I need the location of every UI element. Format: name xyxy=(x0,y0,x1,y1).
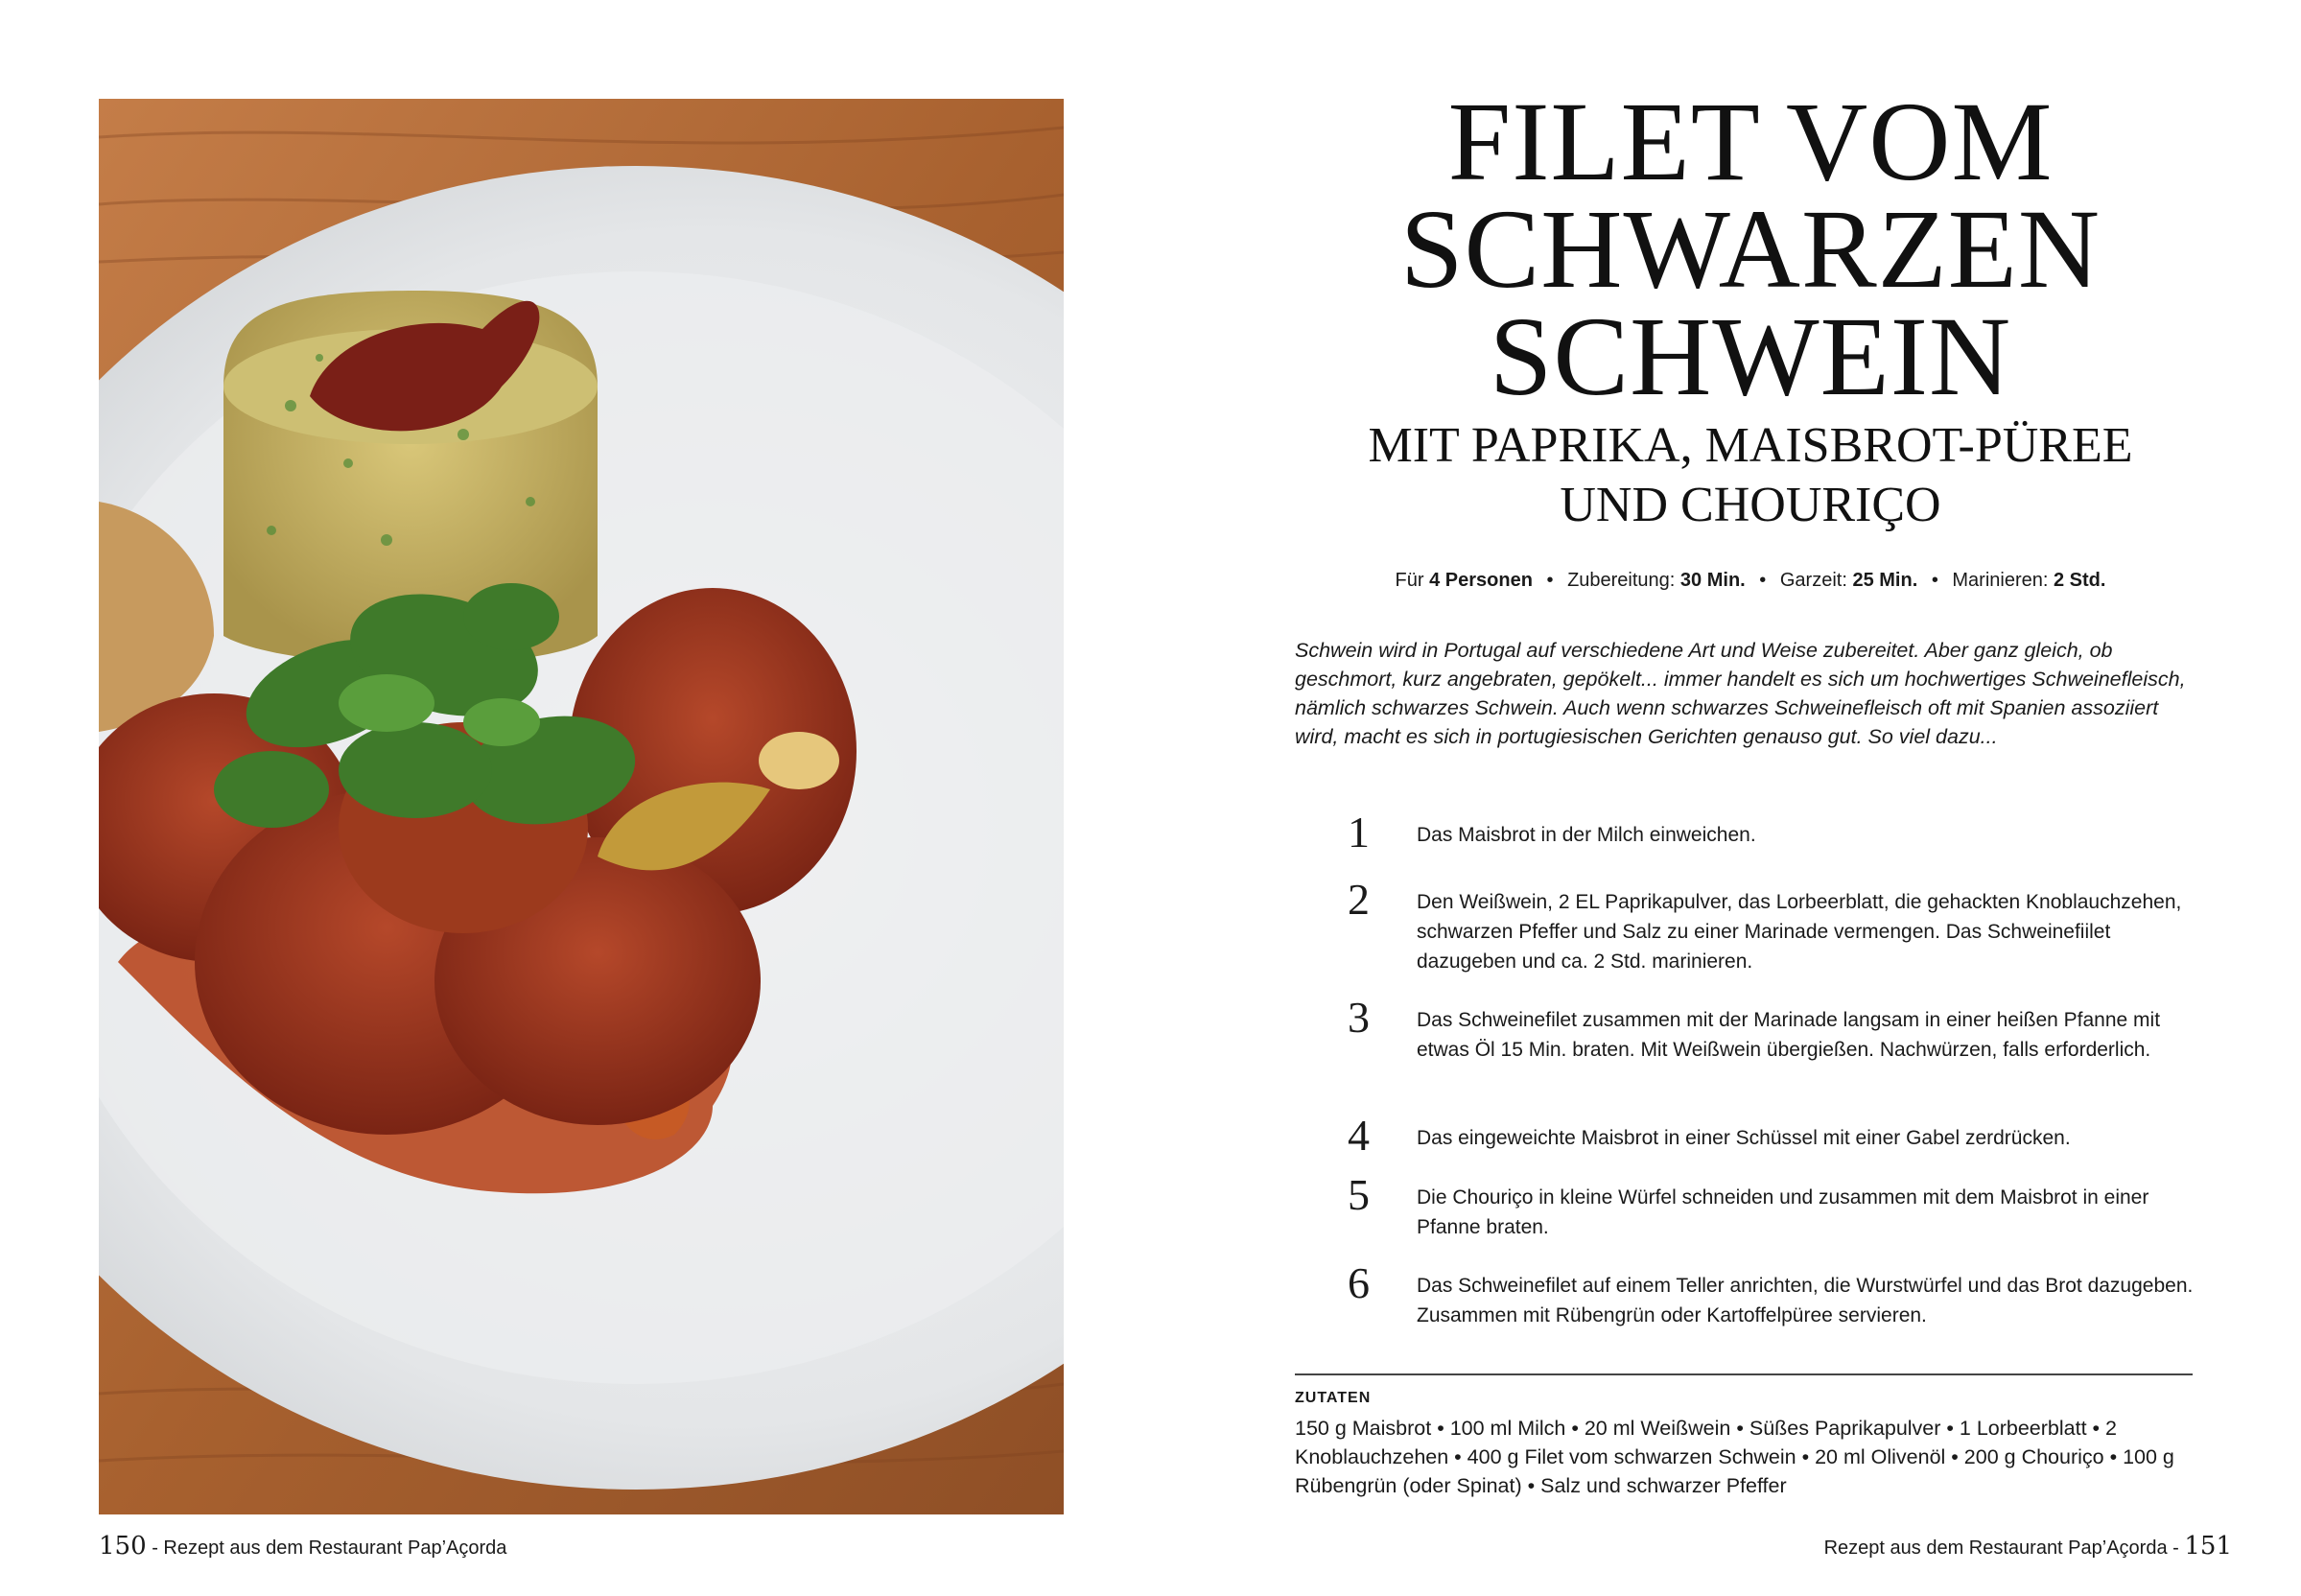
meta-separator: • xyxy=(1546,570,1554,591)
subtitle-line: MIT PAPRIKA, MAISBROT-PÜREE xyxy=(1368,418,2133,473)
cook-value: 25 Min. xyxy=(1852,570,1918,591)
servings-value: 4 Personen xyxy=(1429,570,1533,591)
meta-separator: • xyxy=(1759,570,1767,591)
folio-right xyxy=(1824,1532,2232,1561)
step-number: 3 xyxy=(1348,993,1370,1042)
step-text: Das eingeweichte Maisbrot in einer Schüssel mit einer Gabel zerdrücken. xyxy=(1417,1127,2071,1149)
title-line: FILET VOM xyxy=(1447,79,2054,204)
step-number: 2 xyxy=(1348,875,1370,924)
cook-label: Garzeit: xyxy=(1779,570,1847,591)
step-number: 5 xyxy=(1348,1170,1370,1219)
step-text: Das Schweinefilet zusammen mit der Marinade langsam in einer heißen Pfanne mit etwas Öl 15 Min. braten. Mit Weißwein übergießen. Nachwürzen, falls erforderlich. xyxy=(1417,1009,2161,1061)
recipe-meta xyxy=(1295,570,2206,592)
step-text: Das Schweinefilet auf einem Teller anrichten, die Wurstwürfel und das Brot dazugeben. Zusammen mit Rübengrün oder Kartoffelpüree servieren. xyxy=(1417,1275,2194,1326)
marinate-value: 2 Std. xyxy=(2054,570,2106,591)
step-number: 4 xyxy=(1348,1111,1370,1160)
folio-caption: Rezept aus dem Restaurant Pap’Açorda - xyxy=(1823,1537,2185,1559)
recipe-subtitle xyxy=(1295,416,2206,535)
step-number: 6 xyxy=(1348,1258,1370,1307)
title-line: SCHWEIN xyxy=(1489,293,2012,419)
recipe-title xyxy=(1295,79,2206,419)
step-text: Die Chouriço in kleine Würfel schneiden und zusammen mit dem Maisbrot in einer Pfanne braten. xyxy=(1417,1186,2149,1238)
page-number: 151 xyxy=(2184,1532,2232,1561)
step-number: 1 xyxy=(1348,808,1370,857)
folio-left xyxy=(99,1532,506,1561)
step-text: Das Maisbrot in der Milch einweichen. xyxy=(1417,824,1756,846)
ingredients-heading: ZUTATEN xyxy=(1295,1390,1372,1406)
title-line: SCHWARZEN xyxy=(1399,186,2101,312)
subtitle-line: UND CHOURIÇO xyxy=(1560,478,1941,532)
folio-caption: - Rezept aus dem Restaurant Pap’Açorda xyxy=(146,1537,507,1559)
meta-separator: • xyxy=(1931,570,1938,591)
prep-value: 30 Min. xyxy=(1679,570,1746,591)
marinate-label: Marinieren: xyxy=(1952,570,2049,591)
step-text: Den Weißwein, 2 EL Paprikapulver, das Lorbeerblatt, die gehackten Knoblauchzehen, schwarzen Pfeffer und Salz zu einer Marinade vermengen. Das Schweinefiilet dazugeben und ca. 2 Std. marinieren. xyxy=(1417,891,2182,973)
servings-label: Für xyxy=(1395,570,1424,591)
prep-label: Zubereitung: xyxy=(1567,570,1676,591)
page-number: 150 xyxy=(99,1532,147,1561)
dish-photo xyxy=(99,99,1064,1514)
recipe-intro: Schwein wird in Portugal auf verschiedene Art und Weise zubereitet. Aber ganz gleich, ob geschmort, kurz angebraten, gepökelt... immer handelt es sich um hochwertiges Schweinefleisch, nämlich schwarzes Schwein. Auch wenn schwarzes Schweinefleisch oft mit Spanien assoziiert wird, macht es sich in portugiesischen Gerichten genauso gut. So viel dazu... xyxy=(1295,639,2186,748)
ingredients-list: 150 g Maisbrot • 100 ml Milch • 20 ml Weißwein • Süßes Paprikapulver • 1 Lorbeerblatt • 2 Knoblauchzehen • 400 g Filet vom schwarzen Schwein • 20 ml Olivenöl • 200 g Chouriço • 100 g Rübengrün (oder Spinat) • Salz und schwarzer Pfeffer xyxy=(1295,1417,2174,1497)
ingredients-divider xyxy=(1295,1373,2193,1375)
